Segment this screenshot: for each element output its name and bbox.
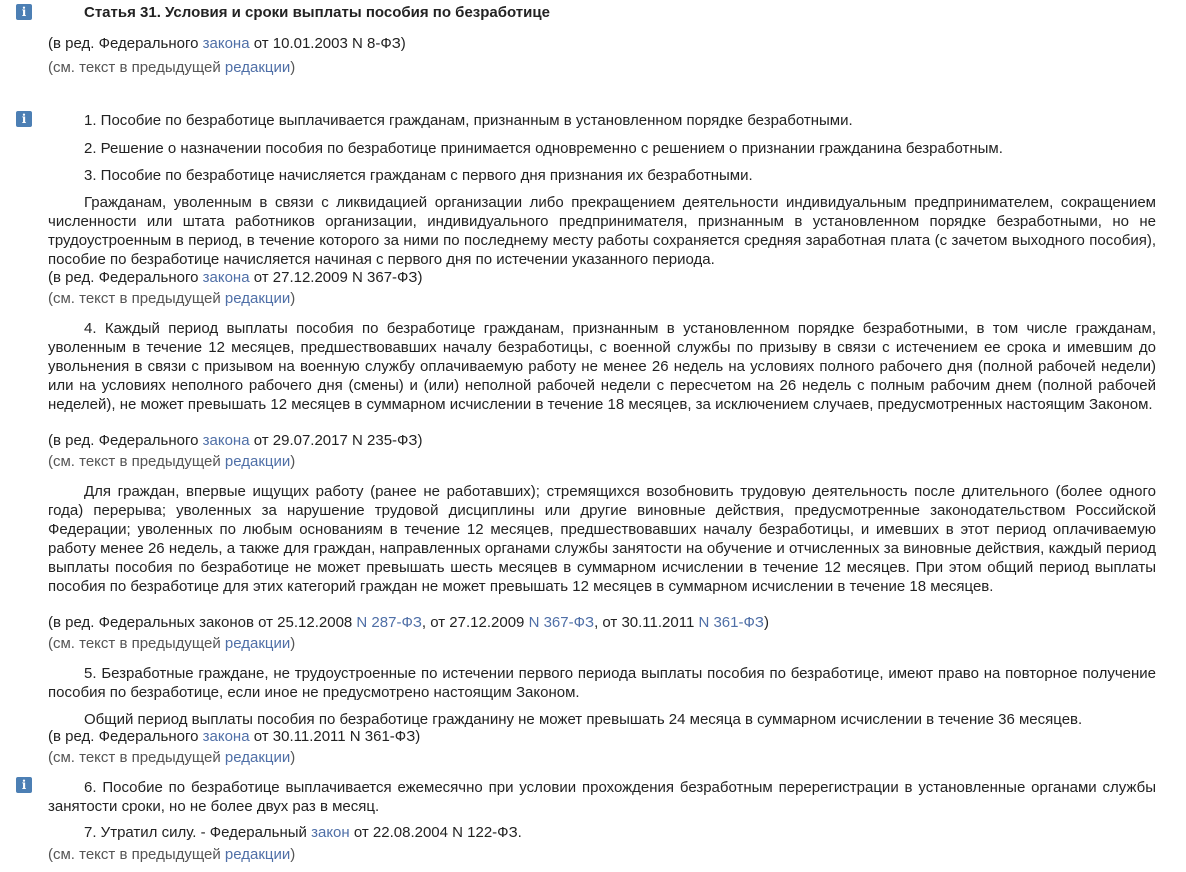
paragraph-3-addition: Гражданам, уволенным в связи с ликвидацией организации либо прекращением деятельности индивидуальным предпринимателем, сокращением численности или штата работников организации, индивидуального предпринимателя, признанным в установленном порядке безработными, но не трудоустроенным в период, в течение которого за ними по последнему месту работы сохраняется средняя заработная плата (с зачетом выходного пособия), пособие по безработице начисляется начиная с первого дня по истечении указанного периода.	[48, 194, 1156, 268]
info-icon[interactable]: i	[16, 4, 32, 20]
previous-edition-note: (см. текст в предыдущей редакции)	[48, 453, 296, 470]
paragraph-4-addition: Для граждан, впервые ищущих работу (ранее не работавших); стремящихся возобновить трудовую деятельность после длительного (более одного года) перерыва; уволенных за нарушение трудовой дисциплины или другие виновные действия, предусмотренные законодательством Российской Федерации; уволенных по любым основаниям в течение 12 месяцев, предшествовавших началу безработицы, и имевших в этот период оплачиваемую работу менее 26 недель, а также для граждан, направленных органами службы занятости на обучение и отчисленных за виновные действия, каждый период выплаты пособия по безработице не может превышать шесть месяцев в суммарном исчислении в течение 12 месяцев. При этом общий период выплаты пособия по безработице для этих категорий граждан не может превышать 12 месяцев в суммарном исчислении в течение 18 месяцев.	[48, 483, 1156, 595]
paragraph-5-addition: Общий период выплаты пособия по безработице гражданину не может превышать 24 месяца в суммарном исчислении в течение 36 месяцев.	[84, 711, 1083, 728]
paragraph-4: 4. Каждый период выплаты пособия по безработице гражданам, признанным в установленном порядке безработными, в том числе гражданам, уволенным в течение 12 месяцев, предшествовавших началу безработицы, с военной службы по призыву в связи с истечением ее срока и имевшим до увольнения в связи с призывом на военную службу оплачиваемую работу не менее 26 недель на условиях полного рабочего дня (полной рабочей недели) или на условиях неполного рабочего дня (смены) и (или) неполной рабочей недели с пересчетом на 26 недель с полным рабочим днем (полной рабочей неделей), не может превышать 12 месяцев в суммарном исчислении в течение 18 месяцев, за исключением случаев, предусмотренных настоящим Законом.	[48, 320, 1156, 413]
paragraph-7: 7. Утратил силу. - Федеральный закон от 22.08.2004 N 122-ФЗ.	[84, 824, 522, 841]
info-icon[interactable]: i	[16, 777, 32, 793]
previous-edition-link[interactable]: редакции	[224, 59, 291, 76]
edition-note: (в ред. Федеральных законов от 25.12.2008 N 287-ФЗ, от 27.12.2009 N 367-ФЗ, от 30.11.2011 N 361-ФЗ)	[48, 614, 769, 631]
previous-edition-link[interactable]: редакции	[224, 846, 291, 863]
paragraph-6: 6. Пособие по безработице выплачивается ежемесячно при условии прохождения безработным перерегистрации в установленные органами службы занятости сроки, но не более двух раз в месяц.	[48, 779, 1156, 815]
law-link[interactable]: N 367-ФЗ	[528, 614, 595, 631]
previous-edition-link[interactable]: редакции	[224, 635, 291, 652]
law-link[interactable]: закон	[311, 824, 350, 841]
previous-edition-note: (см. текст в предыдущей редакции)	[48, 635, 296, 652]
law-link[interactable]: закона	[202, 728, 250, 745]
previous-edition-note: (см. текст в предыдущей редакции)	[48, 290, 296, 307]
law-link[interactable]: закона	[202, 432, 250, 449]
edition-note: (в ред. Федерального закона от 10.01.2003 N 8-ФЗ)	[48, 35, 406, 52]
previous-edition-note: (см. текст в предыдущей редакции)	[48, 846, 296, 863]
article-title: Статья 31. Условия и сроки выплаты пособия по безработице	[84, 4, 550, 21]
paragraph-5: 5. Безработные граждане, не трудоустроенные по истечении первого периода выплаты пособия по безработице, имеют право на повторное получение пособия по безработице, если иное не предусмотрено настоящим Законом.	[48, 665, 1156, 701]
previous-edition-link[interactable]: редакции	[224, 749, 291, 766]
law-link[interactable]: N 361-ФЗ	[698, 614, 764, 631]
info-icon[interactable]: i	[16, 111, 32, 127]
law-link[interactable]: закона	[202, 269, 250, 286]
edition-note: (в ред. Федерального закона от 30.11.2011 N 361-ФЗ)	[48, 728, 421, 745]
previous-edition-note: (см. текст в предыдущей редакции)	[48, 749, 296, 766]
paragraph-2: 2. Решение о назначении пособия по безработице принимается одновременно с решением о признании гражданина безработным.	[84, 140, 1003, 157]
previous-edition-note: (см. текст в предыдущей редакции)	[48, 59, 296, 76]
edition-note: (в ред. Федерального закона от 29.07.2017 N 235-ФЗ)	[48, 432, 423, 449]
previous-edition-link[interactable]: редакции	[224, 290, 291, 307]
previous-edition-link[interactable]: редакции	[224, 453, 291, 470]
law-link[interactable]: N 287-ФЗ	[356, 614, 422, 631]
edition-note: (в ред. Федерального закона от 27.12.2009 N 367-ФЗ)	[48, 269, 423, 286]
paragraph-1: 1. Пособие по безработице выплачивается гражданам, признанным в установленном порядке безработными.	[84, 112, 853, 129]
law-link[interactable]: закона	[202, 35, 250, 52]
paragraph-3: 3. Пособие по безработице начисляется гражданам с первого дня признания их безработными.	[84, 167, 753, 184]
